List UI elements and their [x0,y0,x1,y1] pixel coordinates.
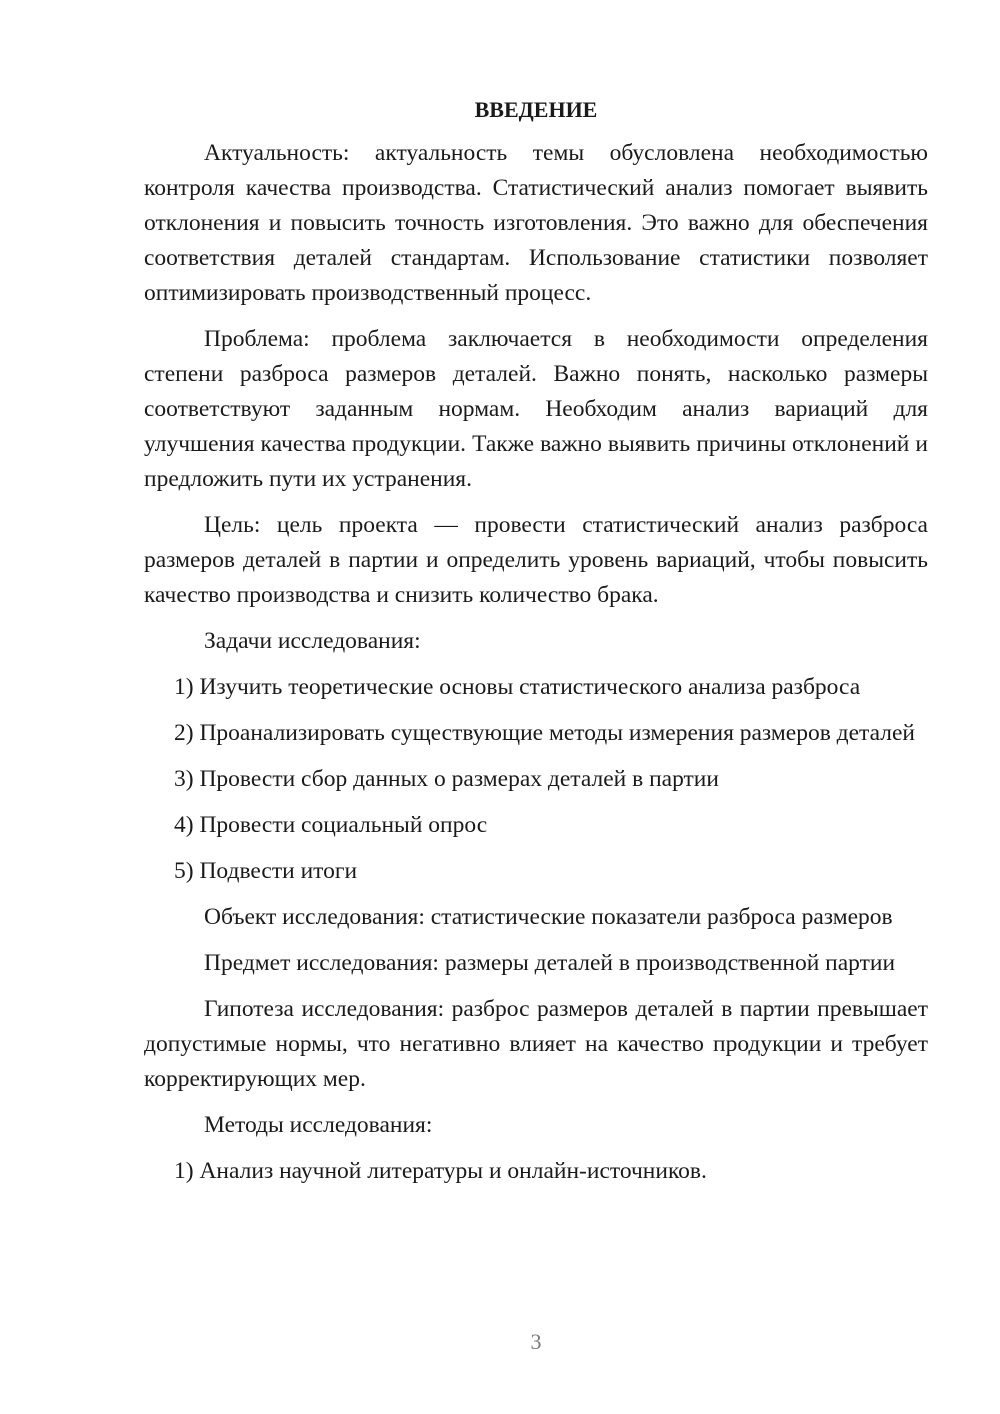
method-item: 1) Анализ научной литературы и онлайн-источников. [174,1158,707,1184]
methods-heading: Методы исследования: [204,1112,433,1138]
relevance-paragraph: Актуальность: актуальность темы обусловлена необходимостью контроля качества производства. Статистический анализ помогает выявить отклонения и повысить точность изготовления. Это важно для обеспечения соответствия деталей стандартам. Использование статистики позволяет оптимизировать производственный процесс. [144,140,928,306]
tasks-heading: Задачи исследования: [204,628,421,654]
task-item: 1) Изучить теоретические основы статистического анализа разброса [174,674,861,700]
task-item: 5) Подвести итоги [174,858,358,884]
task-item: 4) Провести социальный опрос [174,812,488,838]
task-item: 3) Провести сбор данных о размерах деталей в партии [174,766,719,792]
page-title: ВВЕДЕНИЕ [474,97,598,122]
page-number: 3 [530,1329,542,1354]
object-paragraph: Объект исследования: статистические показатели разброса размеров [204,904,893,930]
task-item: 2) Проанализировать существующие методы измерения размеров деталей [174,720,915,746]
goal-paragraph: Цель: цель проекта — провести статистический анализ разброса размеров деталей в партии и определить уровень вариаций, чтобы повысить качество производства и снизить количество брака. [144,512,928,608]
subject-paragraph: Предмет исследования: размеры деталей в производственной партии [204,950,896,976]
page-content [144,94,928,1200]
problem-paragraph: Проблема: проблема заключается в необходимости определения степени разброса размеров деталей. Важно понять, насколько размеры соответствуют заданным нормам. Необходим анализ вариаций для улучшения качества продукции. Также важно выявить причины отклонений и предложить пути их устранения. [144,326,928,492]
hypothesis-paragraph: Гипотеза исследования: разброс размеров деталей в партии превышает допустимые нормы, что негативно влияет на качество продукции и требует корректирующих мер. [144,996,928,1092]
